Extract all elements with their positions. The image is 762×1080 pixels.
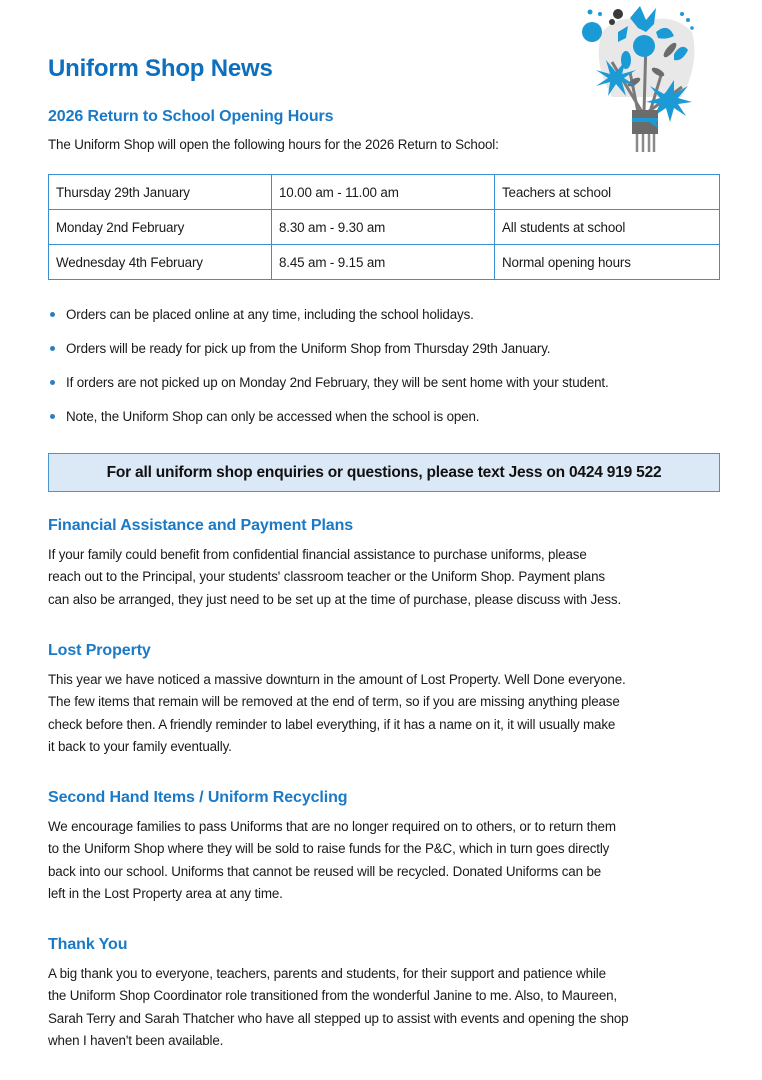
time-cell: 10.00 am - 11.00 am [272, 175, 495, 210]
list-item [48, 339, 720, 373]
return-to-school-section [48, 108, 720, 156]
note-cell: Normal opening hours [495, 245, 720, 280]
page-title: Uniform Shop News [48, 55, 273, 82]
second-hand-section [48, 789, 720, 906]
date-cell: Thursday 29th January [49, 175, 272, 210]
bullet-text: If orders are not picked up on Monday 2nd February, they will be sent home with your student. [66, 375, 609, 390]
paragraph-line: back into our school. Uniforms that cannot be reused will be recycled. Donated Uniforms can be [48, 863, 602, 879]
bullet-icon [50, 380, 55, 385]
paragraph-line: to the Uniform Shop where they will be sold to raise funds for the P&C, which in turn goes directly [48, 841, 610, 857]
paragraph-line: We encourage families to pass Uniforms that are no longer required on to others, or to return them [48, 819, 616, 834]
opening-hours-table-wrap [48, 174, 720, 280]
section-heading: Financial Assistance and Payment Plans [48, 517, 354, 534]
date-cell: Wednesday 4th February [49, 245, 272, 280]
bullet-icon [50, 346, 55, 351]
note-cell: Teachers at school [495, 175, 720, 210]
bullet-icon [50, 414, 55, 419]
paragraph-line: left in the Lost Property area at any time. [48, 886, 283, 902]
section-heading: Thank You [48, 936, 128, 953]
paragraph-line: when I haven't been available. [48, 1033, 224, 1049]
paragraph-line: the Uniform Shop Coordinator role transitioned from the wonderful Janine to me. Also, to Maureen, [48, 988, 617, 1004]
paragraph-line: can also be arranged, they just need to be set up at the time of purchase, please discuss with Jess. [48, 591, 622, 607]
bullet-text: Orders will be ready for pick up from the Uniform Shop from Thursday 29th January. [66, 341, 551, 356]
time-cell: 8.45 am - 9.15 am [272, 245, 495, 280]
thank-you-section [48, 936, 720, 1053]
lost-property-section [48, 642, 720, 759]
paragraph-line: The few items that remain will be removed at the end of term, so if you are missing anything please [48, 694, 620, 710]
return-to-school-heading: 2026 Return to School Opening Hours [48, 108, 334, 125]
time-cell: 8.30 am - 9.30 am [272, 210, 495, 245]
enquiry-text: For all uniform shop enquiries or questions, please text Jess on 0424 919 522 [106, 463, 662, 481]
opening-hours-table [48, 174, 720, 280]
list-item [48, 373, 720, 407]
paragraph-line: If your family could benefit from confidential financial assistance to purchase uniforms, please [48, 547, 587, 562]
info-bullets [48, 305, 720, 441]
section-heading: Second Hand Items / Uniform Recycling [48, 789, 348, 806]
bullet-icon [50, 312, 55, 317]
note-cell: All students at school [495, 210, 720, 245]
return-to-school-intro: The Uniform Shop will open the following hours for the 2026 Return to School: [48, 137, 499, 152]
list-item [48, 407, 720, 441]
paragraph-line: This year we have noticed a massive downturn in the amount of Lost Property. Well Done everyone. [48, 672, 626, 687]
table-row [49, 175, 720, 210]
list-item [48, 305, 720, 339]
bullet-text: Note, the Uniform Shop can only be accessed when the school is open. [66, 409, 480, 424]
date-cell: Monday 2nd February [49, 210, 272, 245]
paragraph-line: check before then. A friendly reminder to label everything, if it has a name on it, it will usually make [48, 716, 616, 732]
financial-assistance-section [48, 517, 720, 611]
paragraph-line: it back to your family eventually. [48, 739, 232, 755]
table-row [49, 210, 720, 245]
enquiry-callout [48, 453, 720, 492]
paragraph-line: A big thank you to everyone, teachers, parents and students, for their support and patience while [48, 966, 606, 981]
table-row [49, 245, 720, 280]
bullet-text: Orders can be placed online at any time, including the school holidays. [66, 307, 474, 322]
paragraph-line: Sarah Terry and Sarah Thatcher who have all stepped up to assist with events and opening the shop [48, 1010, 629, 1026]
paragraph-line: reach out to the Principal, your students' classroom teacher or the Uniform Shop. Payment plans [48, 569, 605, 585]
section-heading: Lost Property [48, 642, 151, 659]
